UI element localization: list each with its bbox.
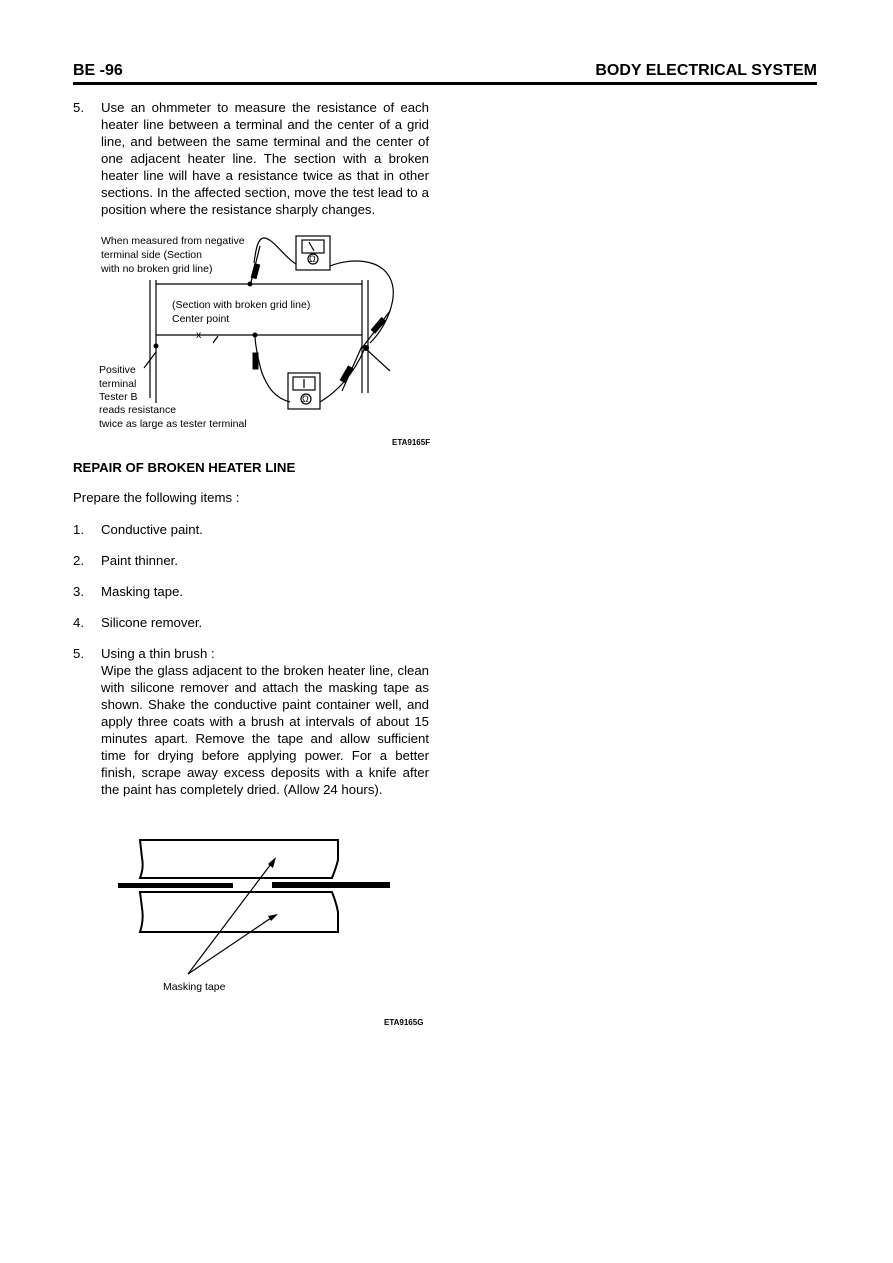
list-text: Silicone remover.: [101, 615, 203, 630]
masking-tape-diagram: [110, 830, 410, 1010]
label-negative-3: with no broken grid line): [101, 263, 213, 275]
list-number: 3.: [73, 584, 84, 599]
label-positive-1: Positive: [99, 364, 136, 376]
label-tester-3: twice as large as tester terminal: [99, 418, 247, 430]
label-tester-1: Tester B: [99, 391, 138, 403]
list-number: 1.: [73, 522, 84, 537]
figure-code-1: ETA9165F: [392, 438, 431, 447]
repair-heading: REPAIR OF BROKEN HEATER LINE: [73, 460, 296, 475]
step-title: Using a thin brush :: [101, 646, 215, 661]
header-rule: [73, 82, 817, 85]
list-item: [73, 552, 429, 569]
label-tester-2: reads resistance: [99, 404, 177, 416]
list-text: Paint thinner.: [101, 553, 178, 568]
list-item: [73, 614, 429, 631]
list-text: Masking tape.: [101, 584, 184, 599]
label-masking-tape: Masking tape: [163, 981, 226, 993]
label-negative-1: When measured from negative: [101, 235, 245, 247]
step-5-measure: [73, 99, 429, 219]
page-header: [73, 62, 817, 84]
list-text: Conductive paint.: [101, 522, 203, 537]
list-number: 2.: [73, 553, 84, 568]
meter-symbol-bottom: Ω: [302, 394, 309, 404]
label-negative-2: terminal side (Section: [101, 249, 202, 261]
step-5-brush: [73, 645, 429, 800]
label-positive-2: terminal: [99, 378, 137, 390]
page-number: BE -96: [73, 62, 123, 79]
ohmmeter-measurement-diagram: [90, 228, 440, 453]
step-number: 5.: [73, 100, 84, 115]
repair-intro: Prepare the following items :: [73, 490, 240, 505]
list-item: [73, 521, 429, 538]
label-x-mark: x: [196, 329, 202, 341]
step-text: Use an ohmmeter to measure the resistance of each heater line between a terminal and the center of a grid line, and between the same terminal and the center of one adjacent heater line. The section with a broken heater line will have a resistance twice as that in other sections. In the affected section, move the test lead to a position where the resistance sharply changes.: [101, 100, 429, 217]
label-center-point: Center point: [172, 313, 230, 325]
meter-symbol-top: Ω: [309, 254, 316, 264]
section-title: BODY ELECTRICAL SYSTEM: [595, 62, 817, 79]
list-item: [73, 583, 429, 600]
list-number: 4.: [73, 615, 84, 630]
label-broken-section: (Section with broken grid line): [172, 299, 311, 311]
step-text: Wipe the glass adjacent to the broken heater line, clean with silicone remover and attach the masking tape as shown. Shake the conductive paint container well, and apply three coats with a brush at intervals of about 15 minutes apart. Remove the tape and allow sufficient time for drying before applying power. For a better finish, scrape away excess deposits with a knife after the paint has completely dried. (Allow 24 hours).: [101, 663, 429, 797]
step-number: 5.: [73, 646, 84, 661]
figure-code-2: ETA9165G: [384, 1018, 424, 1027]
step-body: [101, 645, 429, 798]
